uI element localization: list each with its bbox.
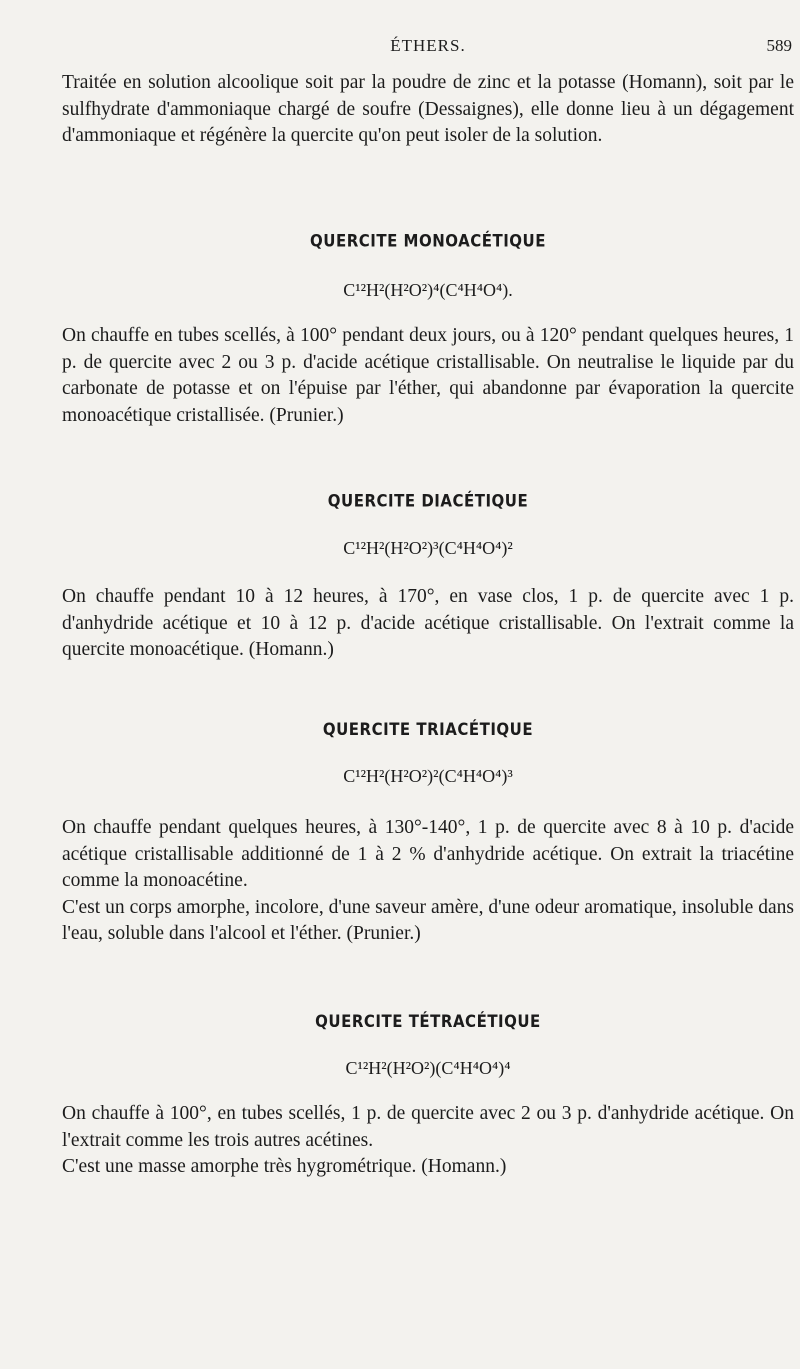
section-body-tetracetique	[62, 1101, 794, 1181]
intro-paragraph: Traitée en solution alcoolique soit par la poudre de zinc et la potasse (Homann), soit par le sulfhydrate d'ammoniaque chargé de soufre (Dessaignes), elle donne lieu à un dégagement d'ammoniaque et régénère la quercite qu'on peut isoler de la solution.	[62, 72, 794, 146]
formula-diacetique: C¹²H²(H²O²)³(C⁴H⁴O⁴)²	[343, 538, 513, 558]
page-number: 589	[766, 36, 792, 55]
running-head-title: ÉTHERS.	[390, 36, 466, 55]
paragraph: On chauffe à 100°, en tubes scellés, 1 p. de quercite avec 2 ou 3 p. d'anhydride acétique. On l'extrait comme les trois autres acétines.	[62, 1103, 794, 1151]
section-heading-diacetique: QUERCITE DIACÉTIQUE	[327, 490, 529, 512]
paragraph: C'est un corps amorphe, incolore, d'une saveur amère, d'une odeur aromatique, insoluble dans l'eau, soluble dans l'alcool et l'éther. (Prunier.)	[62, 896, 794, 944]
paragraph: On chauffe pendant 10 à 12 heures, à 170°, en vase clos, 1 p. de quercite avec 1 p. d'anhydride acétique et 10 à 12 p. d'acide acétique cristallisable. On l'extrait comme la quercite monoacétique. (Homann.)	[62, 586, 794, 660]
section-heading-monoacetique: QUERCITE MONOACÉTIQUE	[310, 230, 546, 252]
running-head	[62, 36, 794, 60]
formula-monoacetique: C¹²H²(H²O²)⁴(C⁴H⁴O⁴).	[343, 280, 513, 300]
paragraph: C'est une masse amorphe très hygrométrique. (Homann.)	[62, 1156, 507, 1177]
paragraph: On chauffe pendant quelques heures, à 130°-140°, 1 p. de quercite avec 8 à 10 p. d'acide acétique cristallisable additionné de 1 à 2 % d'anhydride acétique. On extrait la triacétine comme la monoacétine.	[62, 817, 794, 891]
section-heading-tetracetique: QUERCITE TÉTRACÉTIQUE	[315, 1010, 541, 1032]
section-body-diacetique	[62, 584, 794, 664]
section-heading-triacetique: QUERCITE TRIACÉTIQUE	[322, 718, 534, 740]
section-body-triacetique	[62, 815, 794, 948]
formula-tetracetique: C¹²H²(H²O²)(C⁴H⁴O⁴)⁴	[345, 1058, 511, 1078]
paragraph: On chauffe en tubes scellés, à 100° pendant deux jours, ou à 120° pendant quelques heures, 1 p. de quercite avec 2 ou 3 p. d'acide acétique cristallisable. On neutralise le liquide par du carbonate de potasse et on l'épuise par l'éther, qui abandonne par évaporation la quercite monoacétique cristallisée. (Prunier.)	[62, 325, 794, 426]
formula-triacetique: C¹²H²(H²O²)²(C⁴H⁴O⁴)³	[343, 766, 513, 786]
section-body-monoacetique	[62, 323, 794, 429]
intro-paragraph-block	[62, 70, 794, 150]
